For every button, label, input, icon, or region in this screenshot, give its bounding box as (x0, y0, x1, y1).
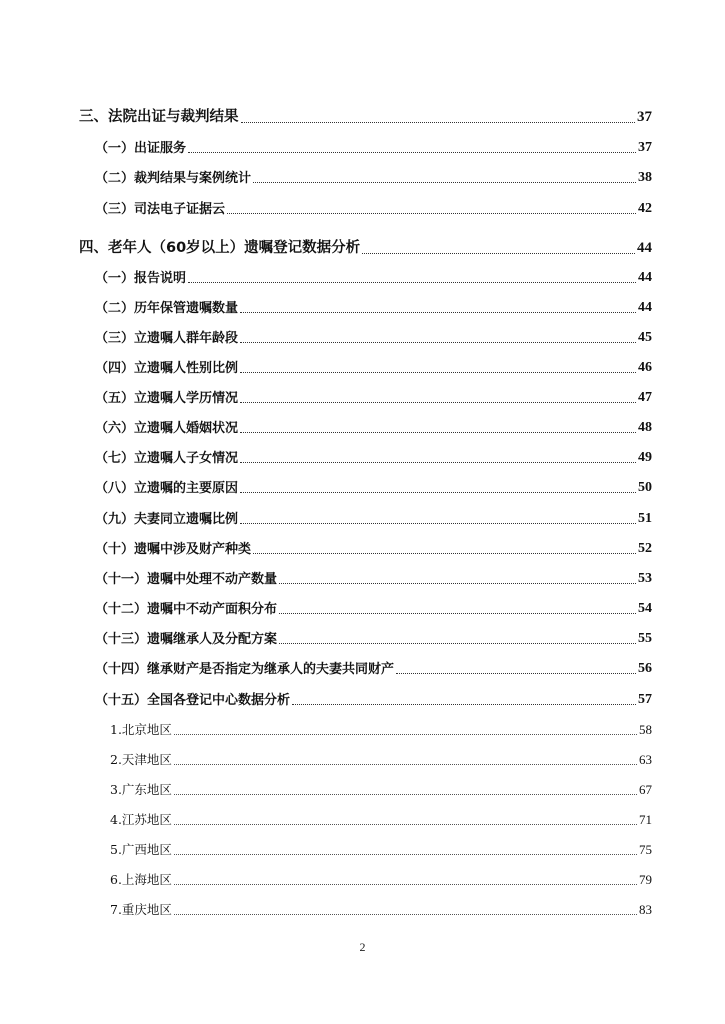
toc-entry-page-number: 38 (638, 170, 652, 185)
toc-entry-page-number: 49 (638, 450, 652, 465)
toc-entry-title: 6.上海地区 (110, 872, 172, 887)
toc-entry-page-number: 67 (639, 782, 652, 797)
toc-section-entry[interactable] (95, 197, 652, 217)
toc-entry-title: （十五）全国各登记中心数据分析 (95, 693, 291, 708)
toc-entry-title: （十三）遗嘱继承人及分配方案 (95, 632, 278, 647)
toc-entry-page-number: 63 (639, 752, 652, 767)
toc-entry-title: 3.广东地区 (110, 782, 172, 797)
toc-section-entry[interactable] (95, 326, 652, 346)
toc-entry-title: （十一）遗嘱中处理不动产数量 (95, 572, 278, 587)
toc-dot-leader (362, 252, 635, 254)
toc-entry-page-number: 52 (638, 541, 652, 556)
toc-entry-page-number: 57 (638, 692, 652, 707)
toc-entry-title: 2.天津地区 (110, 752, 172, 767)
toc-dot-leader (241, 121, 636, 123)
toc-dot-leader (174, 883, 637, 885)
toc-subsection-entry[interactable] (110, 778, 652, 798)
toc-section-entry[interactable] (95, 136, 652, 156)
toc-entry-title: 7.重庆地区 (110, 902, 172, 917)
toc-subsection-entry[interactable] (110, 868, 652, 888)
toc-section-entry[interactable] (95, 688, 652, 708)
toc-subsection-entry[interactable] (110, 808, 652, 828)
toc-dot-leader (227, 212, 636, 214)
toc-entry-page-number: 53 (638, 571, 652, 586)
toc-entry-title: 5.广西地区 (110, 842, 172, 857)
toc-chapter-entry[interactable] (79, 104, 652, 126)
toc-entry-title: （十四）继承财产是否指定为继承人的夫妻共同财产 (95, 662, 395, 677)
toc-dot-leader (396, 672, 636, 674)
toc-entry-title: （一）出证服务 (95, 141, 187, 156)
toc-dot-leader (188, 281, 636, 283)
toc-dot-leader (174, 823, 637, 825)
toc-entry-title: （一）报告说明 (95, 271, 187, 286)
toc-section-entry[interactable] (95, 416, 652, 436)
toc-entry-title: 四、老年人（60岁以上）遗嘱登记数据分析 (79, 240, 361, 256)
toc-section-entry[interactable] (95, 537, 652, 557)
toc-entry-title: （二）裁判结果与案例统计 (95, 171, 252, 186)
toc-dot-leader (174, 733, 637, 735)
toc-section-entry[interactable] (95, 657, 652, 677)
toc-subsection-entry[interactable] (110, 898, 652, 918)
toc-section-entry[interactable] (95, 266, 652, 286)
toc-entry-title: 1.北京地区 (110, 722, 172, 737)
toc-dot-leader (240, 491, 636, 493)
toc-entry-page-number: 44 (638, 300, 652, 315)
toc-dot-leader (240, 311, 636, 313)
toc-entry-page-number: 51 (638, 511, 652, 526)
toc-dot-leader (253, 552, 636, 554)
toc-entry-page-number: 37 (638, 140, 652, 155)
toc-section-entry[interactable] (95, 476, 652, 496)
toc-entry-title: （三）立遗嘱人群年龄段 (95, 331, 239, 346)
toc-chapter-entry[interactable] (79, 235, 652, 257)
page-number: 2 (359, 940, 366, 954)
toc-entry-page-number: 83 (639, 902, 652, 917)
toc-entry-page-number: 44 (637, 240, 652, 256)
toc-dot-leader (174, 763, 637, 765)
toc-section-entry[interactable] (95, 166, 652, 186)
toc-dot-leader (253, 181, 636, 183)
toc-entry-page-number: 47 (638, 390, 652, 405)
toc-dot-leader (292, 703, 636, 705)
toc-entry-page-number: 37 (637, 109, 652, 125)
toc-dot-leader (240, 522, 636, 524)
toc-dot-leader (240, 431, 636, 433)
toc-entry-title: （六）立遗嘱人婚姻状况 (95, 421, 239, 436)
toc-entry-page-number: 55 (638, 631, 652, 646)
toc-entry-page-number: 42 (638, 201, 652, 216)
toc-dot-leader (279, 582, 636, 584)
toc-entry-page-number: 48 (638, 420, 652, 435)
toc-subsection-entry[interactable] (110, 718, 652, 738)
toc-entry-title: 4.江苏地区 (110, 812, 172, 827)
toc-entry-page-number: 56 (638, 661, 652, 676)
toc-dot-leader (174, 793, 637, 795)
toc-entry-title: （八）立遗嘱的主要原因 (95, 481, 239, 496)
toc-entry-page-number: 44 (638, 270, 652, 285)
toc-entry-page-number: 71 (639, 812, 652, 827)
toc-entry-page-number: 75 (639, 842, 652, 857)
toc-dot-leader (279, 612, 636, 614)
toc-section-entry[interactable] (95, 567, 652, 587)
toc-section-entry[interactable] (95, 627, 652, 647)
toc-section-entry[interactable] (95, 446, 652, 466)
toc-subsection-entry[interactable] (110, 838, 652, 858)
toc-entry-title: （三）司法电子证据云 (95, 202, 226, 217)
toc-entry-page-number: 79 (639, 872, 652, 887)
toc-dot-leader (240, 401, 636, 403)
toc-entry-title: （四）立遗嘱人性别比例 (95, 361, 239, 376)
toc-section-entry[interactable] (95, 507, 652, 527)
toc-dot-leader (279, 642, 636, 644)
toc-entry-title: （五）立遗嘱人学历情况 (95, 391, 239, 406)
toc-entry-title: （九）夫妻同立遗嘱比例 (95, 512, 239, 527)
toc-section-entry[interactable] (95, 597, 652, 617)
toc-entry-page-number: 54 (638, 601, 652, 616)
toc-entry-title: （十二）遗嘱中不动产面积分布 (95, 602, 278, 617)
toc-entry-page-number: 46 (638, 360, 652, 375)
toc-dot-leader (240, 461, 636, 463)
toc-dot-leader (188, 151, 636, 153)
toc-dot-leader (174, 913, 637, 915)
toc-subsection-entry[interactable] (110, 748, 652, 768)
toc-section-entry[interactable] (95, 296, 652, 316)
toc-section-entry[interactable] (95, 386, 652, 406)
toc-entry-title: 三、法院出证与裁判结果 (79, 109, 239, 125)
toc-dot-leader (174, 853, 637, 855)
toc-entry-title: （二）历年保管遗嘱数量 (95, 301, 239, 316)
toc-entry-page-number: 50 (638, 480, 652, 495)
toc-entry-page-number: 45 (638, 330, 652, 345)
toc-entry-title: （十）遗嘱中涉及财产种类 (95, 542, 252, 557)
toc-dot-leader (240, 341, 636, 343)
toc-dot-leader (240, 371, 636, 373)
toc-entry-page-number: 58 (639, 722, 652, 737)
toc-section-entry[interactable] (95, 356, 652, 376)
toc-entry-title: （七）立遗嘱人子女情况 (95, 451, 239, 466)
